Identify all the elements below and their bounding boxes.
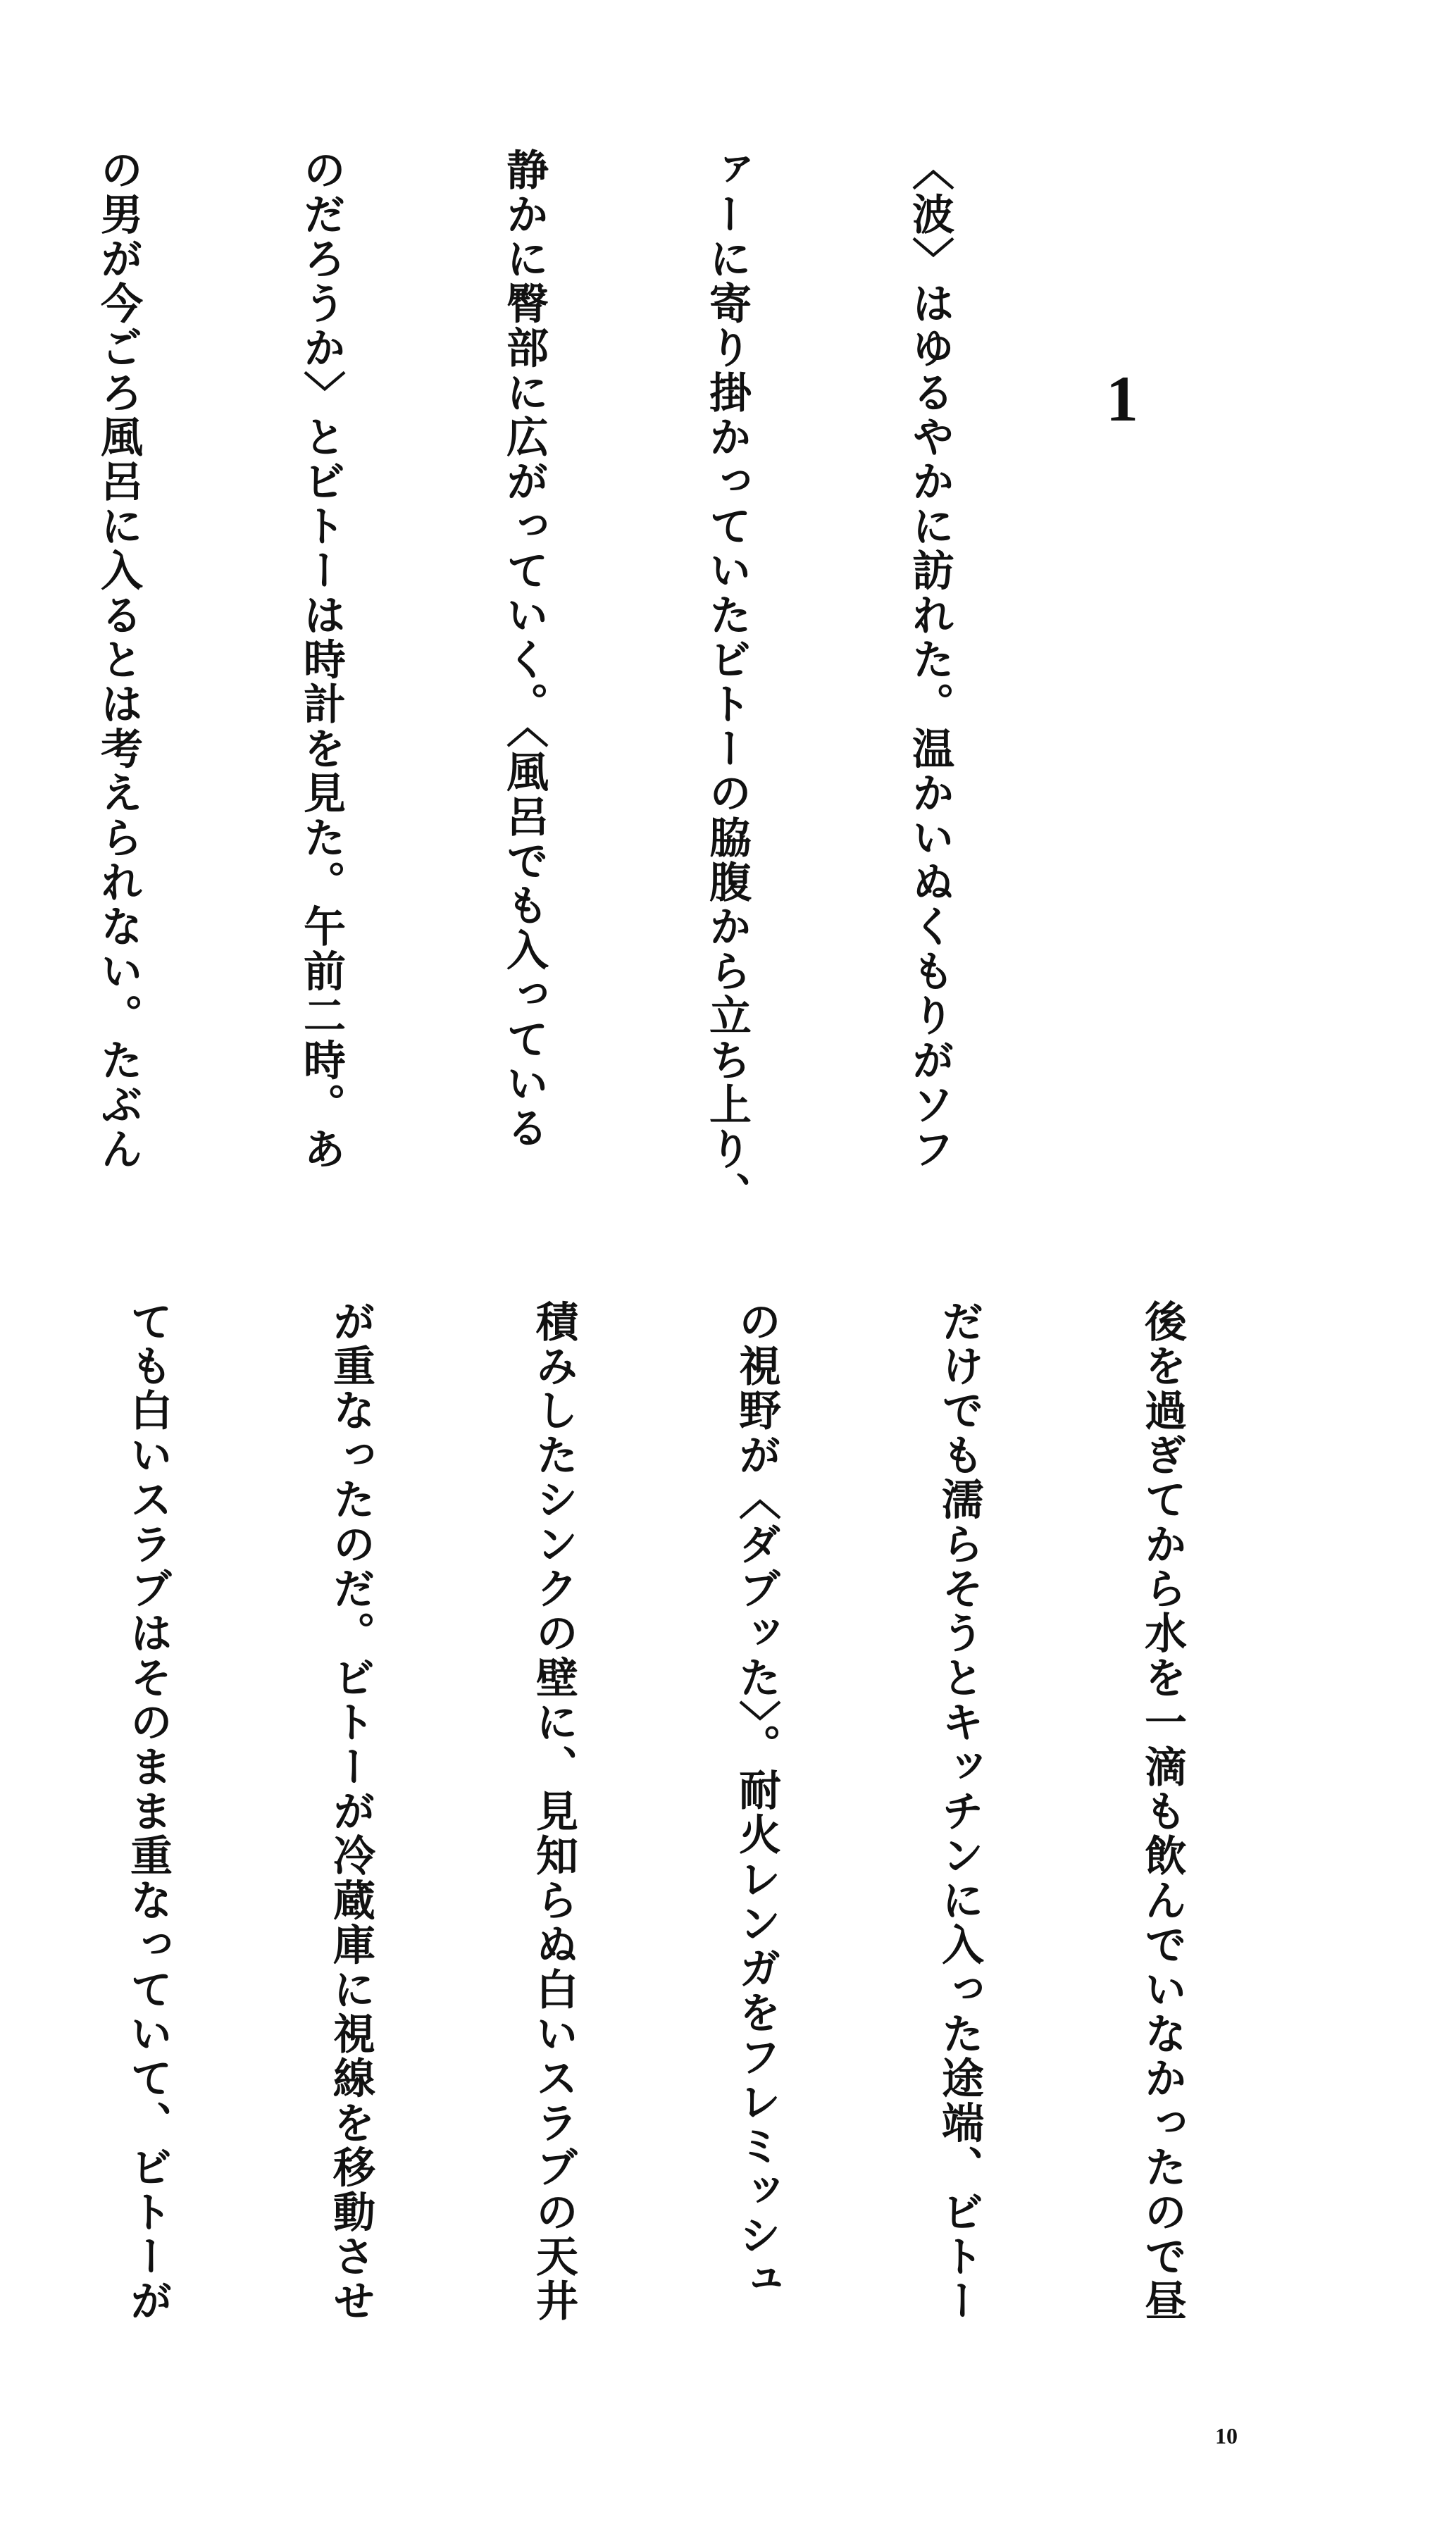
text-line: だけでも濡らそうとキッチンに入った途端、ビトー <box>935 1300 984 2324</box>
page-number: 10 <box>1215 2423 1238 2448</box>
chapter-number: 1 <box>1106 363 1138 435</box>
text-line: ても白いスラブはそのまま重なっていて、ビトーが <box>123 1300 173 2324</box>
text-line: の男が今ごろ風呂に入るとは考えられない。たぶん <box>94 148 143 1172</box>
text-block-bottom <box>63 1300 1331 2398</box>
text-line: 積みしたシンクの壁に、見知らぬ白いスラブの天井 <box>529 1300 578 2324</box>
text-line: 後を過ぎてから水を一滴も飲んでいなかったので昼 <box>1138 1300 1187 2324</box>
text-line: ァーに寄り掛かっていたビトーの脇腹から立ち上り、 <box>702 148 752 1216</box>
text-line: が重なったのだ。ビトーが冷蔵庫に視線を移動させ <box>326 1300 375 2324</box>
text-line: のだろうか〉とビトーは時計を見た。午前二時。あ <box>297 148 346 1172</box>
text-block-top <box>63 148 1099 1247</box>
text-line: 〈波〉はゆるやかに訪れた。温かいぬくもりがソフ <box>905 148 954 1172</box>
text-line: 静かに臀部に広がっていく。〈風呂でも入っている <box>499 148 549 1151</box>
text-line: の視野が〈ダブッた〉。耐火レンガをフレミッシュ <box>732 1300 781 2303</box>
